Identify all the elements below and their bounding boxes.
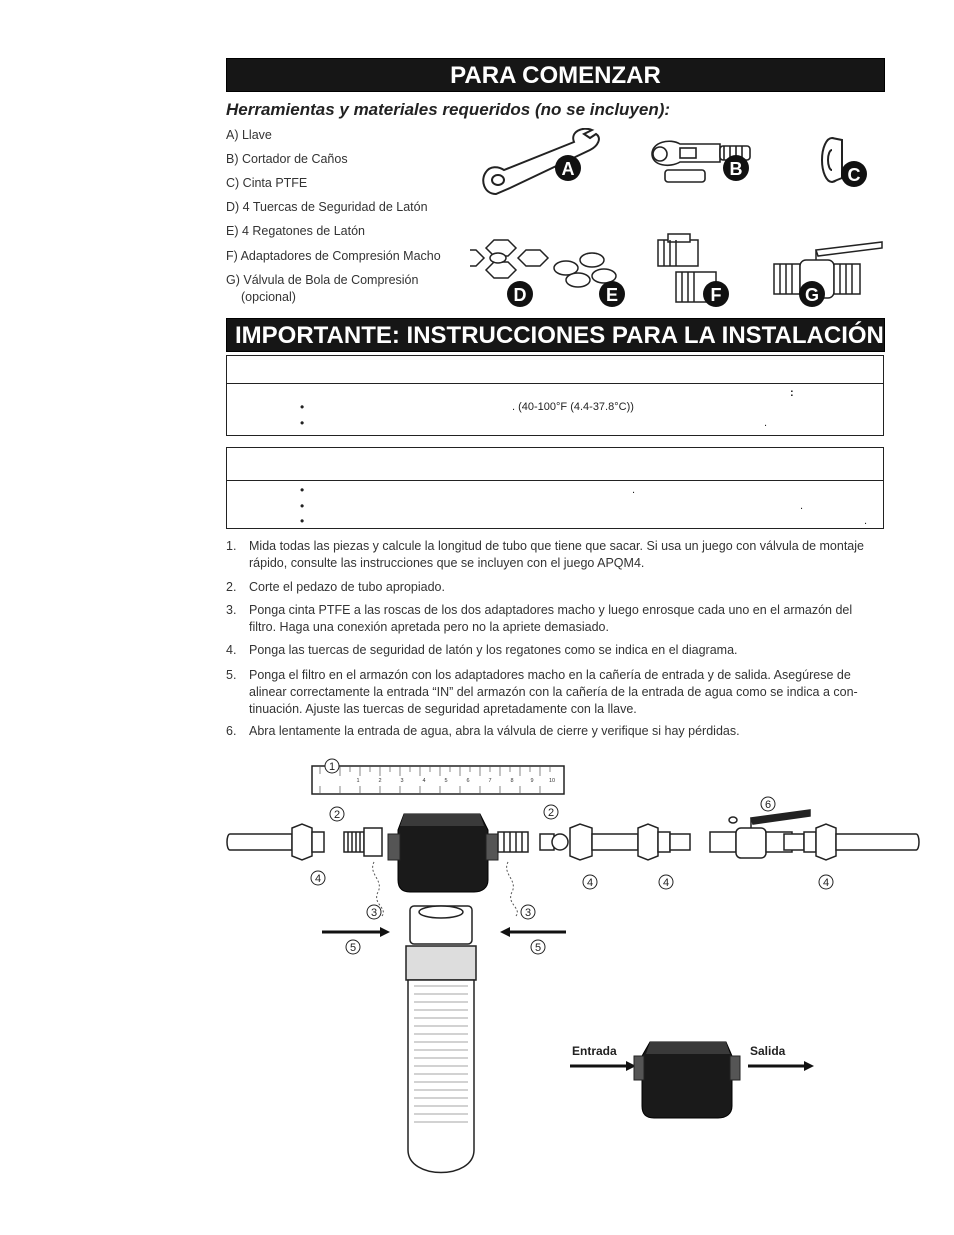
callout-3 bbox=[521, 905, 535, 919]
step-text: Ponga el filtro en el armazón con los adaptadores macho en la cañería de entrada y de salida. Asegúrese de alinear correctamente la entrada “IN” del armazón con la cañería de la entrada de agua como se indica a con-tinuación. Ajuste las tuercas de seguridad apretadamente con la llave. bbox=[249, 668, 858, 716]
tool-item-g-optional: (opcional) bbox=[241, 290, 296, 304]
step-4 bbox=[226, 642, 886, 659]
notice-box-2-header bbox=[227, 448, 883, 481]
svg-text:4: 4 bbox=[822, 877, 830, 889]
letter-b-badge bbox=[723, 155, 749, 181]
step-number: 3. bbox=[226, 603, 237, 617]
ptfe-tape-icon bbox=[822, 138, 842, 182]
letter-b: B bbox=[729, 159, 743, 179]
letter-a: A bbox=[561, 159, 575, 179]
letter-e: E bbox=[605, 285, 619, 305]
step-2 bbox=[226, 579, 886, 596]
step-text: Ponga cinta PTFE a las roscas de los dos adaptadores macho y luego enrosque cada uno en el armazón del filtro. Haga una conexión apretada pero no la apriete demasiado. bbox=[249, 603, 853, 634]
wrench-icon bbox=[483, 129, 599, 194]
ball-valve-icon bbox=[774, 242, 882, 298]
callout-4 bbox=[659, 875, 673, 889]
callout-2 bbox=[544, 805, 558, 819]
ruler-tick-label: 10 bbox=[548, 778, 556, 784]
ruler-tick-label: 8 bbox=[510, 778, 514, 784]
step-text: Corte el pedazo de tubo apropiado. bbox=[249, 580, 445, 594]
bullet-icon: • bbox=[300, 416, 305, 430]
tool-item-a: A) Llave bbox=[226, 128, 272, 142]
letter-g-badge bbox=[799, 281, 825, 307]
svg-text:3: 3 bbox=[524, 907, 532, 919]
notice-box-1-colon: : bbox=[790, 387, 794, 399]
tool-item-b: B) Cortador de Caños bbox=[226, 152, 348, 166]
step-6 bbox=[226, 723, 886, 740]
letter-a-badge bbox=[555, 155, 581, 181]
svg-text:2: 2 bbox=[547, 807, 555, 819]
flow-direction-diagram bbox=[570, 1042, 814, 1118]
step-number: 5. bbox=[226, 668, 237, 682]
ruler-tick-label: 2 bbox=[378, 778, 382, 784]
arrow-right-icon bbox=[570, 1061, 636, 1071]
letter-f: F bbox=[710, 285, 722, 305]
filter-head-icon bbox=[634, 1042, 740, 1118]
notice-box-1 bbox=[226, 355, 884, 436]
arrow-right-icon bbox=[748, 1061, 814, 1071]
svg-text:4: 4 bbox=[314, 873, 322, 885]
step-number: 4. bbox=[226, 643, 237, 657]
step-5 bbox=[226, 667, 886, 718]
ruler-icon bbox=[312, 766, 564, 794]
ruler-tick-label: 9 bbox=[530, 778, 534, 784]
callout-5 bbox=[531, 940, 545, 954]
section-title-para-comenzar: PARA COMENZAR bbox=[226, 58, 885, 92]
tool-item-g: G) Válvula de Bola de Compresión bbox=[226, 273, 419, 287]
callout-2 bbox=[330, 807, 344, 821]
svg-text:2: 2 bbox=[333, 809, 341, 821]
svg-text:5: 5 bbox=[349, 942, 357, 954]
filter-cartridge-icon bbox=[406, 906, 476, 1173]
outlet-label: Salida bbox=[750, 1044, 786, 1058]
callout-3 bbox=[367, 905, 381, 919]
step-text: Abra lentamente la entrada de agua, abra la válvula de cierre y verifique si hay pérdidas. bbox=[249, 724, 740, 738]
svg-text:6: 6 bbox=[764, 799, 772, 811]
bullet-icon: • bbox=[300, 483, 305, 497]
arrow-right-icon bbox=[322, 927, 390, 937]
notice-box-1-bullet-1: . (40-100°F (4.4-37.8°C)) bbox=[512, 401, 634, 413]
letter-d-badge bbox=[507, 281, 533, 307]
tools-heading: Herramientas y materiales requeridos (no se incluyen): bbox=[226, 100, 671, 119]
tools-illustration bbox=[470, 128, 890, 313]
notice-box-1-bullet-2: . bbox=[764, 417, 768, 429]
notice-box-2 bbox=[226, 447, 884, 529]
callout-6 bbox=[761, 797, 775, 811]
tool-item-f: F) Adaptadores de Compresión Macho bbox=[226, 249, 441, 263]
filter-head-icon bbox=[388, 814, 498, 892]
callout-4 bbox=[819, 875, 833, 889]
svg-text:1: 1 bbox=[328, 761, 336, 773]
section-title-importante: IMPORTANTE: INSTRUCCIONES PARA LA INSTALACIÓN bbox=[226, 318, 885, 352]
ruler-tick-label: 7 bbox=[488, 778, 492, 784]
letter-c-badge bbox=[841, 161, 867, 187]
notice-box-2-bullet-3: . bbox=[864, 515, 868, 527]
ruler-tick-label: 5 bbox=[444, 778, 448, 784]
step-text: Ponga las tuercas de seguridad de latón y los regatones como se indica en el diagrama. bbox=[249, 643, 738, 657]
inlet-label: Entrada bbox=[572, 1044, 617, 1058]
arrow-left-icon bbox=[500, 927, 566, 937]
svg-text:3: 3 bbox=[370, 907, 378, 919]
letter-c: C bbox=[847, 165, 861, 185]
step-text: Mida todas las piezas y calcule la longitud de tubo que tiene que sacar. Si usa un juego con válvula de montaje rápido, consulte las instrucciones que se incluyen con el juego APQM4. bbox=[249, 539, 864, 570]
step-number: 1. bbox=[226, 539, 237, 553]
letter-e-badge bbox=[599, 281, 625, 307]
tool-item-d: D) 4 Tuercas de Seguridad de Latón bbox=[226, 200, 428, 214]
inlet-pipe bbox=[227, 824, 382, 860]
ruler-tick-label: 4 bbox=[422, 778, 426, 784]
svg-text:4: 4 bbox=[662, 877, 670, 889]
lock-nuts-icon bbox=[470, 240, 548, 278]
step-number: 2. bbox=[226, 580, 237, 594]
bullet-icon: • bbox=[300, 400, 305, 414]
svg-text:4: 4 bbox=[586, 877, 594, 889]
ruler-tick-label: 1 bbox=[356, 778, 360, 784]
bullet-icon: • bbox=[300, 499, 305, 513]
svg-text:5: 5 bbox=[534, 942, 542, 954]
callout-4 bbox=[311, 871, 325, 885]
ruler-tick-label: 6 bbox=[466, 778, 470, 784]
notice-box-2-bullet-2: . bbox=[800, 500, 804, 512]
letter-g: G bbox=[804, 285, 820, 305]
step-3 bbox=[226, 602, 886, 636]
outlet-fittings bbox=[498, 810, 919, 860]
letter-f-badge bbox=[703, 281, 729, 307]
notice-box-2-bullet-1: . bbox=[632, 484, 636, 496]
step-1 bbox=[226, 538, 886, 572]
callout-5 bbox=[346, 940, 360, 954]
step-number: 6. bbox=[226, 724, 237, 738]
callout-1 bbox=[325, 759, 339, 773]
bullet-icon: • bbox=[300, 514, 305, 528]
tool-item-e: E) 4 Regatones de Latón bbox=[226, 224, 365, 238]
notice-box-1-header bbox=[227, 356, 883, 384]
ruler-tick-label: 3 bbox=[400, 778, 404, 784]
letter-d: D bbox=[513, 285, 527, 305]
callout-4 bbox=[583, 875, 597, 889]
tool-item-c: C) Cinta PTFE bbox=[226, 176, 308, 190]
installation-diagram bbox=[220, 750, 930, 1190]
ferrules-icon bbox=[554, 253, 616, 287]
